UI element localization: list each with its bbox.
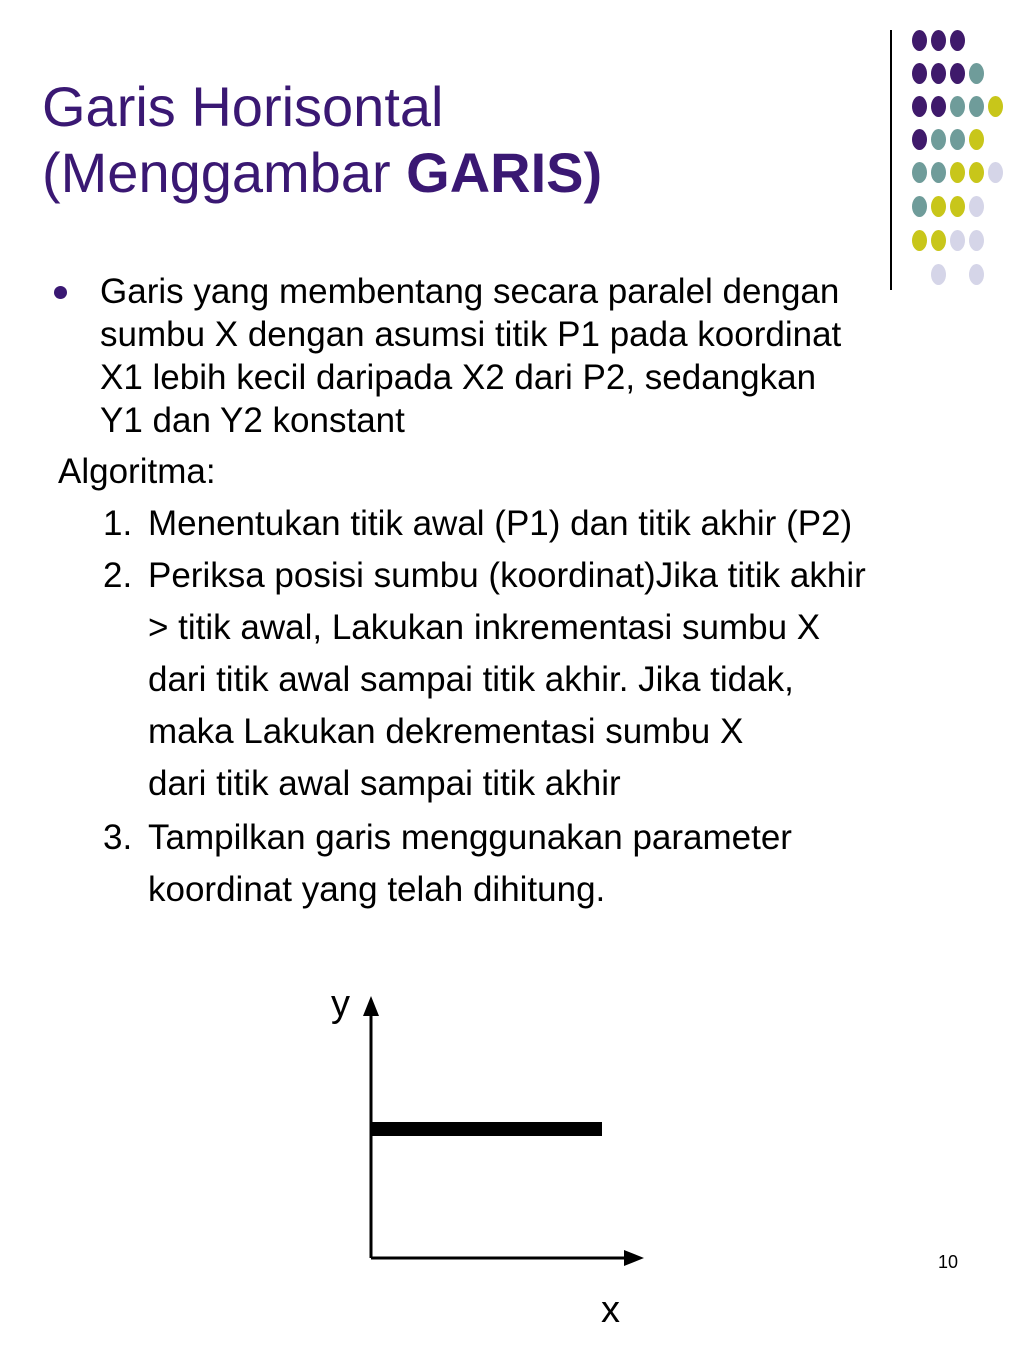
dot-teal xyxy=(931,129,946,150)
step-line: Tampilkan garis menggunakan parameter xyxy=(148,818,792,857)
dot-yellow xyxy=(931,230,946,251)
dot-purple xyxy=(931,96,946,117)
dot-purple xyxy=(912,129,927,150)
dot-teal xyxy=(950,129,965,150)
algorithm-label: Algoritma: xyxy=(58,452,216,491)
dot-lavender xyxy=(969,264,984,285)
dot-lavender xyxy=(988,162,1003,183)
step-number: 2. xyxy=(103,556,133,595)
dot-lavender xyxy=(969,230,984,251)
dot-purple xyxy=(931,30,946,51)
step-line: Periksa posisi sumbu (koordinat)Jika titik akhir xyxy=(148,556,866,595)
dot-yellow xyxy=(931,196,946,217)
dot-purple xyxy=(950,63,965,84)
title-line-2-bold: GARIS) xyxy=(406,140,603,204)
bullet-line: Garis yang membentang secara paralel dengan xyxy=(100,272,840,311)
title-line-1: Garis Horisontal xyxy=(42,75,444,138)
step-number: 1. xyxy=(103,504,133,543)
bullet-line: sumbu X dengan asumsi titik P1 pada koordinat xyxy=(100,315,842,354)
dot-yellow xyxy=(988,96,1003,117)
y-axis-arrow-icon xyxy=(363,996,379,1016)
dot-yellow xyxy=(950,196,965,217)
dot-lavender xyxy=(950,230,965,251)
step-line: dari titik awal sampai titik akhir xyxy=(148,764,621,803)
slide-title xyxy=(42,74,842,205)
bullet-paragraph xyxy=(100,270,960,442)
bullet-line: X1 lebih kecil daripada X2 dari P2, sedangkan xyxy=(100,358,817,397)
dot-teal xyxy=(931,162,946,183)
dot-purple xyxy=(931,63,946,84)
step-line: > titik awal, Lakukan inkrementasi sumbu X xyxy=(148,608,821,647)
dot-teal xyxy=(950,96,965,117)
page-number: 10 xyxy=(938,1252,959,1272)
bullet-line: Y1 dan Y2 konstant xyxy=(100,401,405,440)
horizontal-line-diagram xyxy=(300,970,680,1350)
dot-purple xyxy=(912,96,927,117)
step-line: maka Lakukan dekrementasi sumbu X xyxy=(148,712,744,751)
dot-yellow xyxy=(950,162,965,183)
decorative-divider xyxy=(890,30,892,290)
dot-yellow xyxy=(969,162,984,183)
dot-purple xyxy=(950,30,965,51)
step-line: koordinat yang telah dihitung. xyxy=(148,870,606,909)
dot-teal xyxy=(969,63,984,84)
step-line: dari titik awal sampai titik akhir. Jika tidak, xyxy=(148,660,794,699)
dot-teal xyxy=(969,96,984,117)
y-axis-label: y xyxy=(331,983,350,1025)
dot-purple xyxy=(912,63,927,84)
bullet-icon xyxy=(54,286,67,299)
dot-yellow xyxy=(969,129,984,150)
dot-yellow xyxy=(912,230,927,251)
x-axis-arrow-icon xyxy=(624,1250,644,1266)
title-line-2 xyxy=(42,140,842,206)
x-axis-label: x xyxy=(601,1289,620,1331)
dot-teal xyxy=(912,162,927,183)
title-line-2-prefix: (Menggambar xyxy=(42,140,407,204)
dot-teal xyxy=(912,196,927,217)
step-line: Menentukan titik awal (P1) dan titik akhir (P2) xyxy=(148,504,853,543)
dot-purple xyxy=(912,30,927,51)
dot-lavender xyxy=(969,196,984,217)
step-number: 3. xyxy=(103,818,133,857)
